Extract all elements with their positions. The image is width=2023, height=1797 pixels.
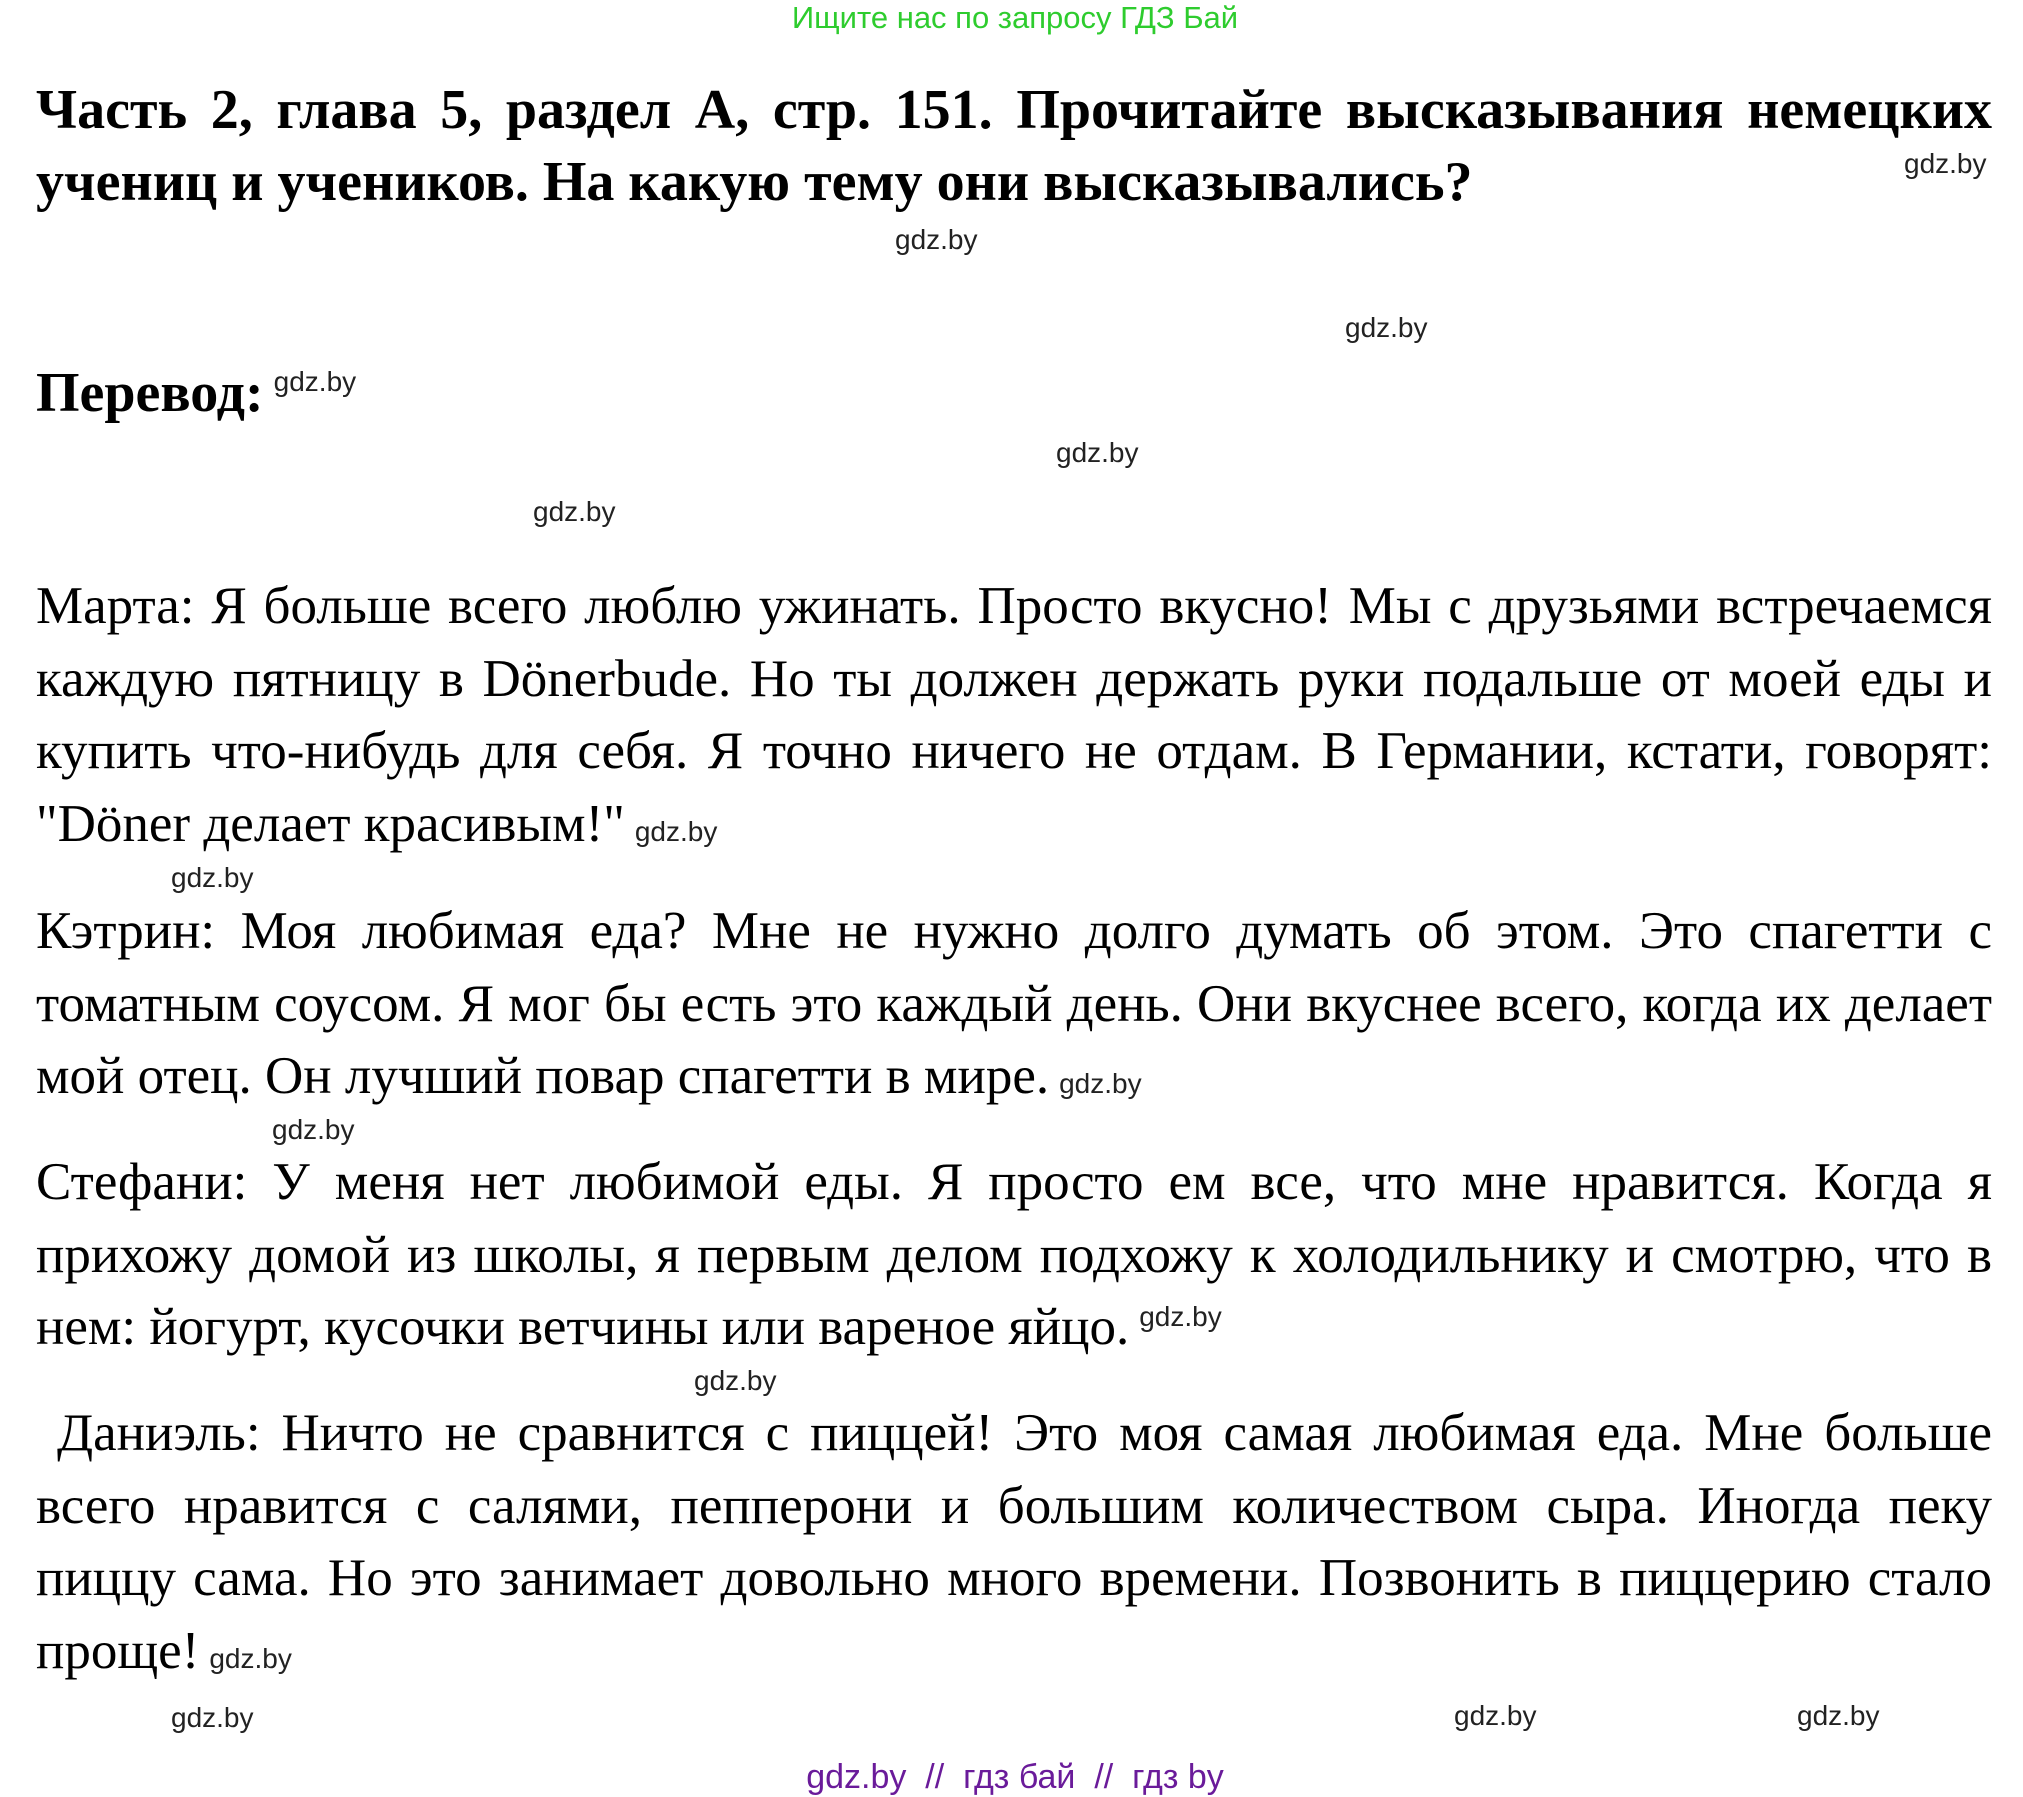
paragraph-text: Стефани: У меня нет любимой еды. Я просто ем все, что мне нравится. Когда я прихожу домой из школы, я первым делом подхожу к холодильнику и смотрю, что в нем: йогурт, кусочки ветчины или вареное яйцо. — [36, 1153, 1992, 1357]
watermark: gdz.by — [1056, 437, 1139, 468]
paragraph-text: Марта: Я больше всего люблю ужинать. Просто вкусно! Мы с друзьями встречаемся каждую пятницу в Dönerbude. Но ты должен держать руки подальше от моей еды и купить что-нибудь для себя. Я точно ничего не отдам. В Германии, кстати, говорят: "Döner делает красивым!" — [36, 577, 1992, 853]
watermark: gdz.by — [533, 496, 616, 527]
watermark: gdz.by — [273, 366, 357, 398]
watermark: gdz.by — [1454, 1700, 1537, 1731]
paragraph-marta — [36, 570, 1992, 868]
paragraph-katrin — [36, 895, 1992, 1121]
watermark: gdz.by — [209, 1642, 292, 1674]
footer-links: gdz.by // гдз бай // гдз by — [806, 1758, 1224, 1796]
search-banner: Ищите нас по запросу ГДЗ Бай — [791, 0, 1239, 35]
watermark: gdz.by — [1139, 1300, 1222, 1332]
page-title: Часть 2, глава 5, раздел A, стр. 151. Прочитайте высказывания немецких учениц и учеников. На какую тему они высказывались? — [36, 79, 1992, 213]
watermark: gdz.by — [1797, 1700, 1880, 1731]
watermark: gdz.by — [171, 1702, 254, 1733]
paragraph-stefanie — [36, 1146, 1992, 1364]
watermark: gdz.by — [1345, 312, 1428, 343]
watermark: gdz.by — [171, 862, 254, 893]
watermark: gdz.by — [1059, 1068, 1142, 1100]
translation-heading — [36, 358, 356, 428]
paragraph-text: Даниэль: Ничто не сравнится с пиццей! Это моя самая любимая еда. Мне больше всего нравится с салями, пепперони и большим количеством сыра. Иногда пеку пиццу сама. Но это занимает довольно много времени. Позвонить в пиццерию стало проще! — [36, 1404, 2006, 1680]
watermark: gdz.by — [895, 224, 978, 255]
paragraph-text: Кэтрин: Моя любимая еда? Мне не нужно долго думать об этом. Это спагетти с томатным соусом. Я мог бы есть это каждый день. Они вкуснее всего, когда их делает мой отец. Он лучший повар спагетти в мире. — [36, 902, 1992, 1106]
watermark: gdz.by — [1904, 148, 1987, 179]
translation-heading-text: Перевод: — [36, 362, 264, 424]
watermark: gdz.by — [272, 1114, 355, 1145]
paragraph-daniel — [36, 1397, 2006, 1695]
watermark: gdz.by — [694, 1365, 777, 1396]
watermark: gdz.by — [634, 815, 718, 847]
